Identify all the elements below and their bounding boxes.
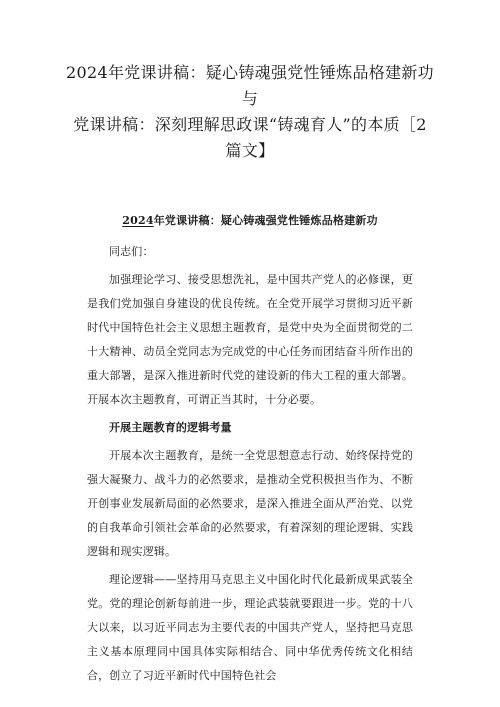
document-title [60, 60, 440, 164]
title-line-3: 篇文】 [225, 141, 275, 160]
greeting: 同志们： [109, 245, 154, 258]
article-body [87, 240, 413, 692]
paragraph-3: 理论逻辑——坚持用马克思主义中国化时代化最新成果武装全党。党的理论创新每前进一步，理论武装就要跟进一步。党的十八大以来，以习近平同志为主要代表的中国共产党人，坚持把马克思主义基本原理同中国具体实际相结合、同中华优秀传统文化相结合，创立了习近平新时代中国特色社会 [87, 573, 413, 682]
title-line-1: 2024年党课讲稿：疑心铸魂强党性锤炼品格建新功与 [66, 63, 434, 108]
paragraph-2: 开展本次主题教育，是统一全党思想意志行动、始终保持党的强大凝聚力、战斗力的必然要求，是推动全党积极担当作为、不断开创事业发展新局面的必然要求，是深入推进全面从严治党、以党的自我革命引领社会革命的必然要求，有着深刻的理论逻辑、实践逻辑和现实逻辑。 [87, 449, 413, 558]
title-line-2: 党课讲稿：深刻理解思政课“铸魂育人”的本质［2 [73, 115, 427, 134]
article-title [60, 214, 440, 228]
article-title-year: 2024 [122, 214, 154, 227]
paragraph-1: 加强理论学习、接受思想洗礼，是中国共产党人的必修课，更是我们党加强自身建设的优良传统。在全党开展学习贯彻习近平新时代中国特色社会主义思想主题教育，是党中央为全面贯彻党的二十大精神、动员全党同志为完成党的中心任务而团结奋斗所作出的重大部署，是深入推进新时代党的建设新的伟大工程的重大部署。开展本次主题教育，可谓正当其时，十分必要。 [87, 273, 413, 406]
article-title-text: 年党课讲稿：疑心铸魂强党性锤炼品格建新功 [153, 214, 378, 227]
section-heading: 开展主题教育的逻辑考量 [109, 421, 232, 434]
